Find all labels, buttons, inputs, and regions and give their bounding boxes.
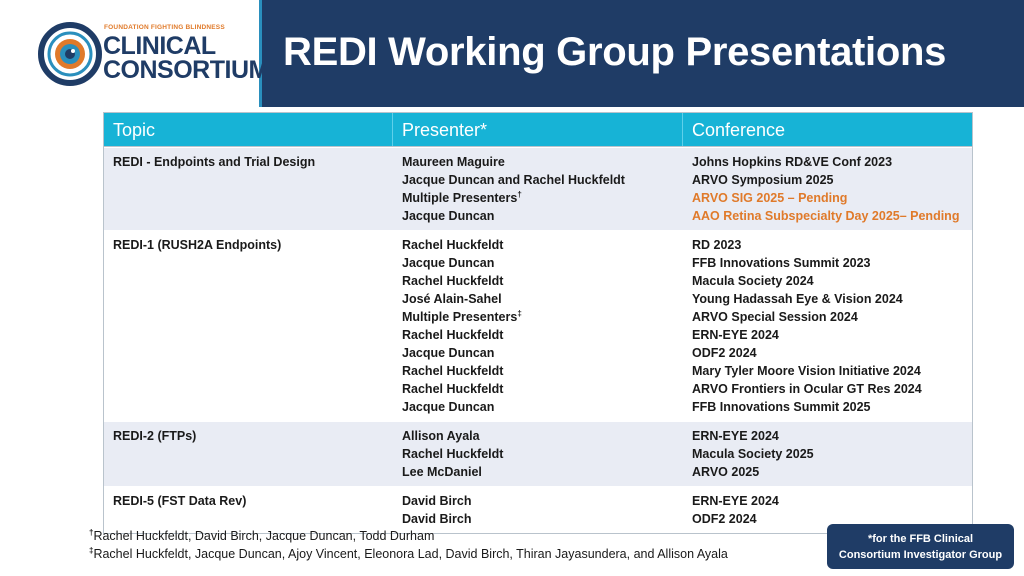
topic-cell — [104, 231, 393, 421]
presenter-text: Multiple Presenters — [402, 310, 518, 324]
presenter-text: Jacque Duncan — [402, 256, 495, 270]
conference-name: FFB Innovations Summit 2023 — [692, 256, 871, 270]
presenter-name — [402, 380, 683, 398]
logo-tagline: FOUNDATION FIGHTING BLINDNESS — [104, 24, 225, 31]
conference-name: ODF2 2024 — [692, 512, 757, 526]
conference-cell — [683, 422, 972, 486]
header-presenter: Presenter* — [393, 113, 683, 146]
presenter-cell — [393, 422, 683, 486]
presenter-name — [402, 272, 683, 290]
footnote-text: Rachel Huckfeldt, Jacque Duncan, Ajoy Vincent, Eleonora Lad, David Birch, Thiran Jayasundera, and Allison Ayala — [93, 547, 728, 561]
presenter-text: Rachel Huckfeldt — [402, 364, 504, 378]
footnote-mark: † — [517, 190, 522, 199]
presenter-text: Rachel Huckfeldt — [402, 382, 504, 396]
presenter-text: Jacque Duncan — [402, 400, 495, 414]
topic-text: REDI - Endpoints and Trial Design — [113, 155, 316, 169]
presenter-name — [402, 236, 683, 254]
logo-word-clinical: CLINICAL — [103, 32, 216, 60]
presenter-text: Rachel Huckfeldt — [402, 274, 504, 288]
header-topic: Topic — [104, 113, 393, 146]
presenter-cell — [393, 231, 683, 421]
conference-cell — [683, 231, 972, 421]
conference-name: ARVO 2025 — [692, 465, 760, 479]
presenter-text: Lee McDaniel — [402, 465, 482, 479]
conference-name: Johns Hopkins RD&VE Conf 2023 — [692, 155, 893, 169]
presenter-text: Rachel Huckfeldt — [402, 447, 504, 461]
presenter-name — [402, 398, 683, 416]
footnote-double-dagger — [89, 545, 728, 563]
presenter-name — [402, 492, 683, 510]
presenter-name — [402, 171, 683, 189]
topic-cell — [104, 422, 393, 486]
conference-name: Macula Society 2024 — [692, 274, 814, 288]
table-row — [104, 230, 972, 421]
presenter-name — [402, 254, 683, 272]
conference-name: ERN-EYE 2024 — [692, 429, 779, 443]
conference-name: Young Hadassah Eye & Vision 2024 — [692, 292, 903, 306]
presenter-text: Jacque Duncan — [402, 209, 495, 223]
topic-cell — [104, 148, 393, 230]
table-row — [104, 147, 972, 230]
presenter-name — [402, 326, 683, 344]
presenter-name — [402, 290, 683, 308]
footnote-dagger — [89, 527, 728, 545]
presenter-name — [402, 189, 683, 207]
presenter-cell — [393, 148, 683, 230]
presenter-name — [402, 362, 683, 380]
presenter-name — [402, 344, 683, 362]
table-body — [104, 147, 972, 533]
conference-name: ARVO Frontiers in Ocular GT Res 2024 — [692, 382, 922, 396]
conference-name: Mary Tyler Moore Vision Initiative 2024 — [692, 364, 921, 378]
logo-word-consortium: CONSORTIUM — [103, 56, 269, 84]
presenter-name — [402, 153, 683, 171]
presenter-name — [402, 207, 683, 225]
footnotes — [89, 527, 728, 563]
conference-name-pending: ARVO SIG 2025 – Pending — [692, 191, 848, 205]
presenter-text: José Alain-Sahel — [402, 292, 502, 306]
conference-name: ARVO Special Session 2024 — [692, 310, 858, 324]
logo-panel — [0, 0, 269, 107]
footnote-text: Rachel Huckfeldt, David Birch, Jacque Duncan, Todd Durham — [93, 529, 435, 543]
table-header-row — [104, 113, 972, 147]
eye-logo-icon — [38, 22, 102, 86]
presenter-text: Rachel Huckfeldt — [402, 328, 504, 342]
footnote-mark: ‡ — [517, 309, 522, 318]
presenter-text: Multiple Presenters — [402, 191, 518, 205]
conference-name: RD 2023 — [692, 238, 742, 252]
presenter-name — [402, 463, 683, 481]
footnote-mark: † — [89, 528, 94, 537]
presenter-text: Maureen Maguire — [402, 155, 505, 169]
presenter-name — [402, 427, 683, 445]
conference-name: FFB Innovations Summit 2025 — [692, 400, 871, 414]
footnote-mark: ‡ — [89, 546, 94, 555]
conference-name: Macula Society 2025 — [692, 447, 814, 461]
topic-text: REDI-5 (FST Data Rev) — [113, 494, 247, 508]
presenter-name — [402, 445, 683, 463]
table-row — [104, 421, 972, 486]
presenter-text: Rachel Huckfeldt — [402, 238, 504, 252]
topic-text: REDI-2 (FTPs) — [113, 429, 197, 443]
presenter-text: Allison Ayala — [402, 429, 480, 443]
topic-text: REDI-1 (RUSH2A Endpoints) — [113, 238, 282, 252]
conference-name: ODF2 2024 — [692, 346, 757, 360]
presenter-name — [402, 308, 683, 326]
conference-name: ERN-EYE 2024 — [692, 328, 779, 342]
presenter-name — [402, 510, 683, 528]
conference-name: ARVO Symposium 2025 — [692, 173, 834, 187]
presenter-text: David Birch — [402, 494, 472, 508]
header-conference: Conference — [692, 120, 786, 140]
conference-name: ERN-EYE 2024 — [692, 494, 779, 508]
conference-cell — [683, 148, 972, 230]
conference-name-pending: AAO Retina Subspecialty Day 2025– Pending — [692, 209, 960, 223]
presenter-text: Jacque Duncan — [402, 346, 495, 360]
note-line-2: Consortium Investigator Group — [838, 549, 1003, 561]
presenter-text: David Birch — [402, 512, 472, 526]
investigator-group-note — [827, 524, 1014, 569]
presenter-text: Jacque Duncan and Rachel Huckfeldt — [402, 173, 625, 187]
presentations-table — [103, 112, 973, 534]
page-title: REDI Working Group Presentations — [283, 30, 947, 74]
note-line-1: *for the FFB Clinical — [867, 533, 974, 545]
